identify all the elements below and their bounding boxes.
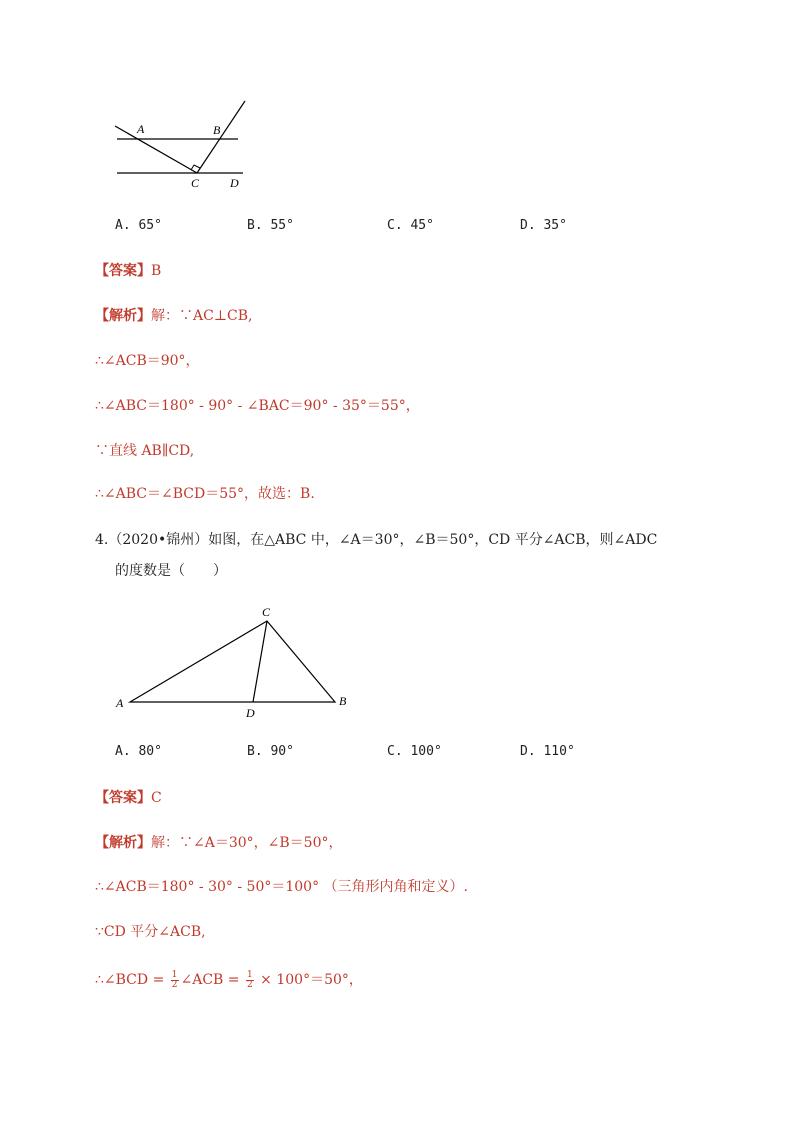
- fig1-label-b: B: [213, 123, 221, 137]
- q4-step1: [95, 877, 468, 897]
- q4-step3-suffix: × 100°＝50°，: [260, 972, 363, 988]
- q4-option-a[interactable]: A. 80°: [115, 744, 162, 759]
- q3-answer: [95, 261, 161, 281]
- q4-analysis: [95, 833, 343, 853]
- q4-answer: [95, 788, 162, 808]
- analysis-text: 解：∵AC⊥CB,: [151, 308, 253, 324]
- fig1-label-a: A: [137, 122, 145, 136]
- q3-analysis: [95, 306, 252, 326]
- q4-stem-line1: 4.（2020•锦州）如图，在△ABC 中，∠A＝30°，∠B＝50°，CD 平分∠ACB，则∠ADC: [95, 532, 658, 548]
- fraction-denominator: 2: [246, 979, 253, 990]
- answer-value: C: [151, 790, 162, 806]
- fig2-label-a: A: [116, 696, 124, 710]
- q4-step2: ∵CD 平分∠ACB,: [95, 924, 206, 940]
- q3-step1: ∴∠ACB＝90°，: [95, 353, 200, 369]
- analysis-text: 解：∵∠A＝30°，∠B＝50°，: [151, 835, 343, 851]
- q4-stem-line2: 的度数是（ ）: [115, 563, 227, 579]
- answer-tag: 【答案】: [95, 790, 151, 806]
- answer-value: B: [151, 263, 162, 279]
- fig1-label-d: D: [230, 176, 239, 190]
- fraction-denominator: 2: [171, 979, 178, 990]
- fig1-label-c: C: [191, 176, 200, 190]
- figure-parallel-lines: [105, 95, 255, 195]
- q4-step3-mid: ∠ACB =: [180, 972, 240, 988]
- q3-option-b[interactable]: B. 55°: [247, 218, 294, 233]
- fig2-label-d: D: [246, 706, 255, 720]
- q3-option-c[interactable]: C. 45°: [387, 218, 434, 233]
- fig2-label-b: B: [339, 694, 347, 708]
- q4-step1-note: （三角形内角和定义）.: [323, 879, 468, 895]
- q4-step1-main: ∴∠ACB＝180° - 30° - 50°＝100°: [95, 879, 320, 895]
- figure-triangle: [110, 600, 360, 725]
- analysis-tag: 【解析】: [95, 308, 151, 324]
- q4-option-b[interactable]: B. 90°: [247, 744, 294, 759]
- q3-option-d[interactable]: D. 35°: [520, 218, 567, 233]
- analysis-tag: 【解析】: [95, 835, 151, 851]
- q4-option-d[interactable]: D. 110°: [520, 744, 575, 759]
- fraction-half: [171, 971, 179, 990]
- q4-option-c[interactable]: C. 100°: [387, 744, 442, 759]
- answer-tag: 【答案】: [95, 263, 151, 279]
- fraction-half: [246, 971, 254, 990]
- q3-step2: ∴∠ABC＝180° - 90° - ∠BAC＝90° - 35°＝55°，: [95, 398, 420, 414]
- q3-step4: ∴∠ABC＝∠BCD＝55°，故选：B.: [95, 486, 315, 502]
- fig2-label-c: C: [262, 605, 271, 619]
- q4-step3: [95, 970, 363, 990]
- fraction-numerator: 1: [171, 969, 178, 980]
- fraction-numerator: 1: [246, 969, 253, 980]
- q3-option-a[interactable]: A. 65°: [115, 218, 162, 233]
- q3-step3: ∵直线 AB∥CD,: [95, 443, 195, 459]
- q4-step3-prefix: ∴∠BCD =: [95, 972, 165, 988]
